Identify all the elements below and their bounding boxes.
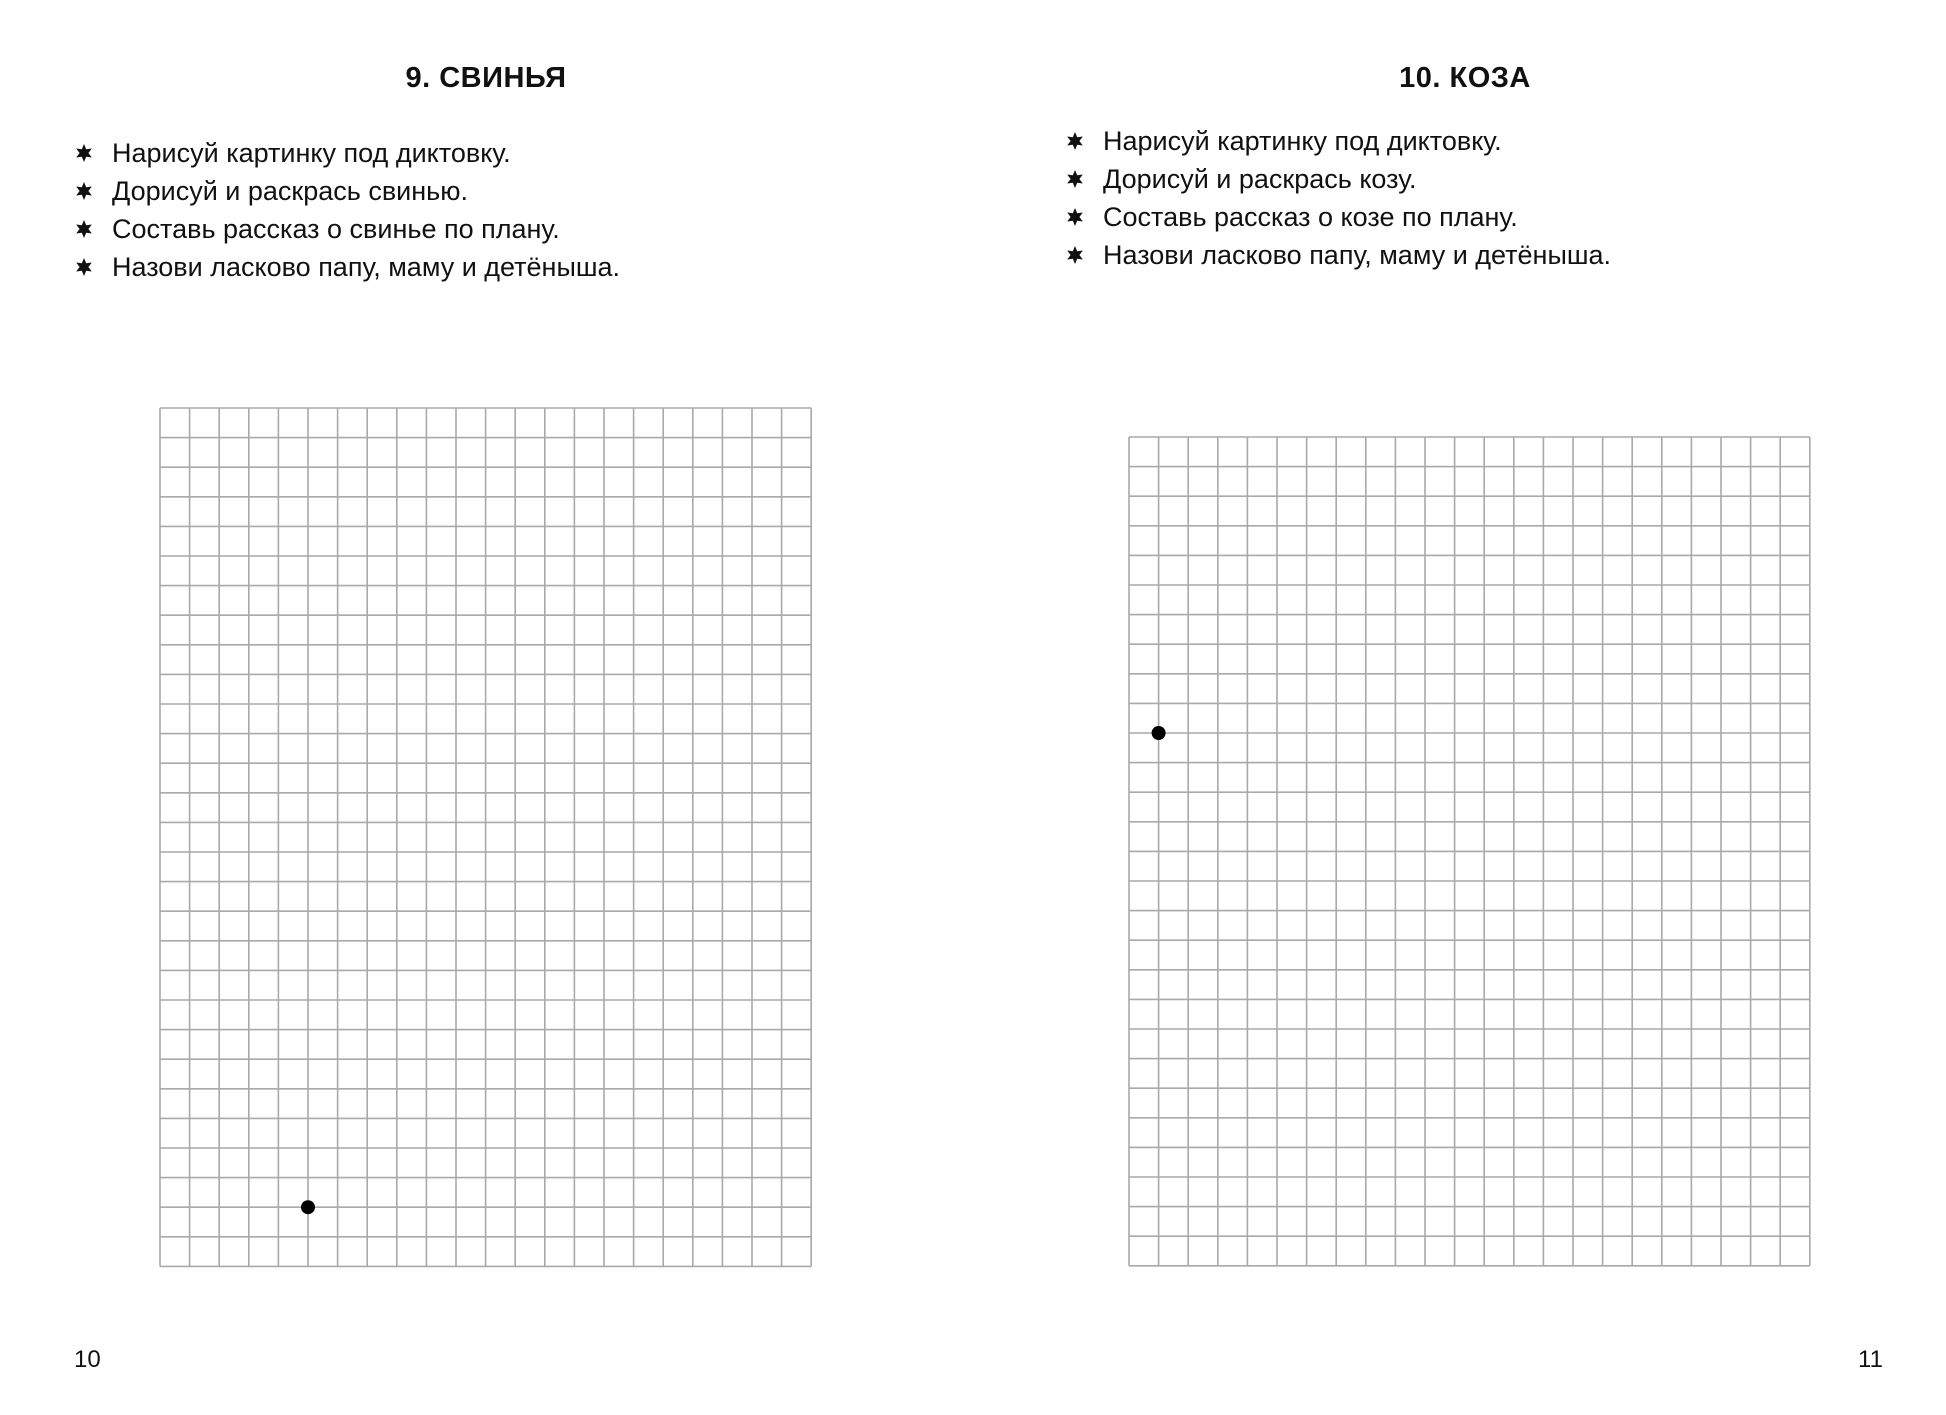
right-page bbox=[973, 0, 1946, 1415]
drawing-grid[interactable] bbox=[158, 406, 814, 1272]
page-title: 9. СВИНЬЯ bbox=[405, 62, 567, 94]
grid-svg[interactable] bbox=[1127, 435, 1815, 1273]
task-list bbox=[74, 134, 620, 286]
task-text: Нарисуй картинку под диктовку. bbox=[1103, 126, 1502, 156]
list-item bbox=[74, 210, 620, 248]
drawing-grid[interactable] bbox=[1127, 435, 1815, 1273]
star-bullet-icon bbox=[74, 181, 94, 201]
star-bullet-icon bbox=[74, 143, 94, 163]
task-text: Составь рассказ о свинье по плану. bbox=[112, 214, 560, 244]
task-list bbox=[1065, 122, 1611, 274]
star-bullet-icon bbox=[1065, 207, 1085, 227]
grid-svg[interactable] bbox=[158, 406, 814, 1272]
page-number: 10 bbox=[74, 1346, 101, 1373]
star-bullet-icon bbox=[1065, 169, 1085, 189]
star-bullet-icon bbox=[1065, 245, 1085, 265]
task-text: Дорисуй и раскрась свинью. bbox=[112, 176, 468, 206]
start-point-dot bbox=[301, 1200, 315, 1214]
task-text: Составь рассказ о козе по плану. bbox=[1103, 202, 1518, 232]
start-point-dot bbox=[1152, 726, 1166, 740]
star-bullet-icon bbox=[74, 219, 94, 239]
star-bullet-icon bbox=[74, 257, 94, 277]
list-item bbox=[1065, 160, 1611, 198]
list-item bbox=[1065, 122, 1611, 160]
list-item bbox=[74, 248, 620, 286]
task-text: Назови ласково папу, маму и детёныша. bbox=[1103, 240, 1612, 270]
star-bullet-icon bbox=[1065, 131, 1085, 151]
list-item bbox=[74, 172, 620, 210]
page-number: 11 bbox=[1858, 1346, 1883, 1373]
list-item bbox=[74, 134, 620, 172]
task-text: Назови ласково папу, маму и детёныша. bbox=[112, 252, 621, 282]
task-text: Дорисуй и раскрась козу. bbox=[1103, 164, 1417, 194]
list-item bbox=[1065, 198, 1611, 236]
task-text: Нарисуй картинку под диктовку. bbox=[112, 138, 511, 168]
list-item bbox=[1065, 236, 1611, 274]
page-title: 10. КОЗА bbox=[1399, 62, 1531, 94]
